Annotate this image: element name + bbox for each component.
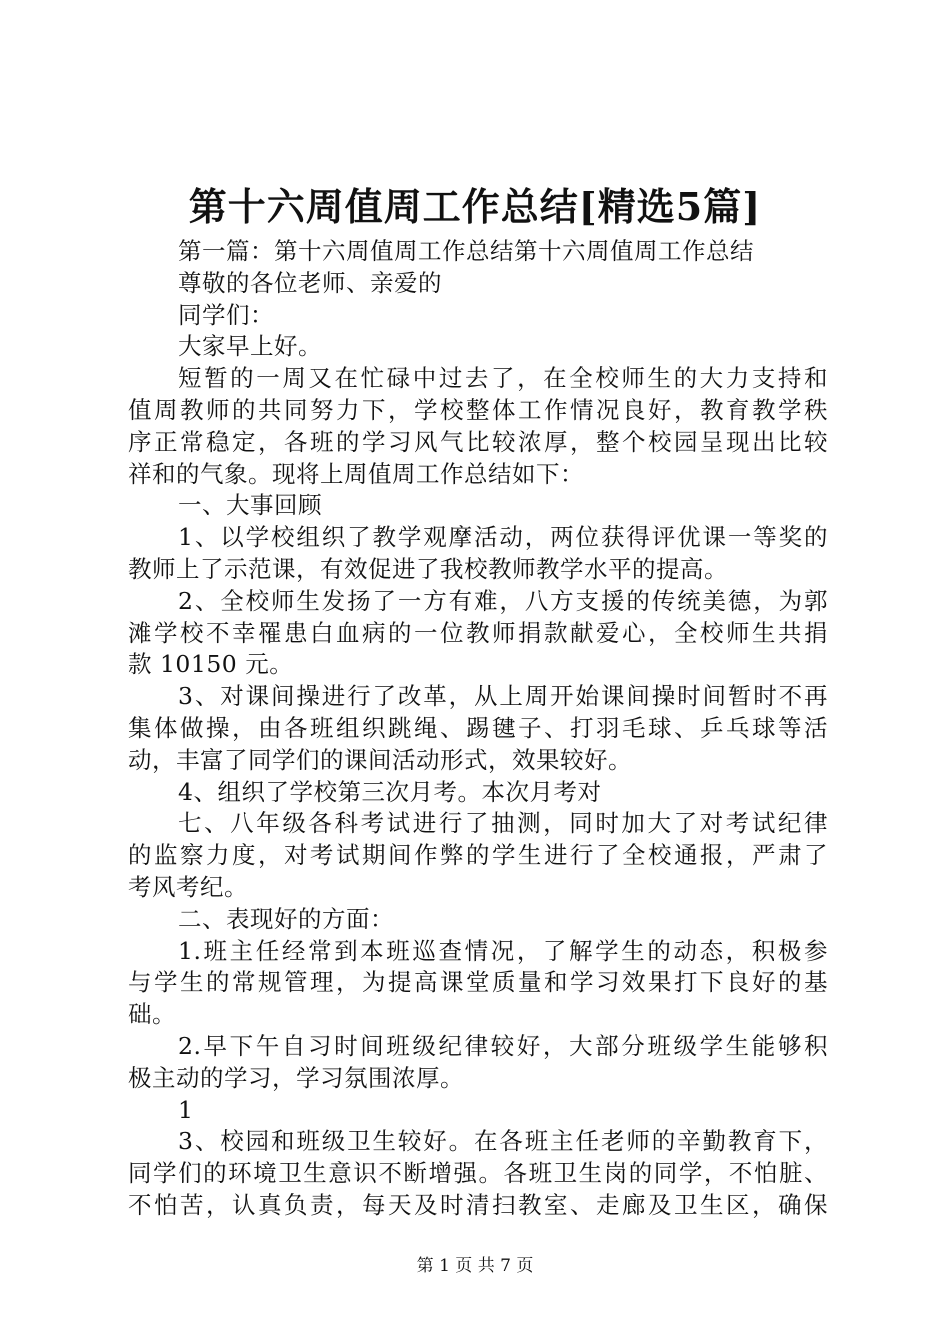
body-line: 短暂的一周又在忙碌中过去了，在全校师生的大力支持和	[178, 364, 828, 393]
body-line: 教师上了示范课，有效促进了我校教师教学水平的提高。	[128, 554, 728, 583]
body-line: 础。	[128, 1000, 176, 1029]
body-line: 不怕苦，认真负责，每天及时清扫教室、走廊及卫生区，确保	[128, 1190, 828, 1219]
body-line: 2、全校师生发扬了一方有难，八方支援的传统美德，为郭	[178, 586, 828, 615]
body-line: 七、八年级各科考试进行了抽测，同时加大了对考试纪律	[178, 809, 828, 838]
body-line: 3、对课间操进行了改革，从上周开始课间操时间暂时不再	[178, 682, 828, 711]
body-line: 1、以学校组织了教学观摩活动，两位获得评优课一等奖的	[178, 523, 828, 552]
stray-page-number: 1	[178, 1095, 194, 1124]
body-line: 极主动的学习，学习氛围浓厚。	[128, 1063, 464, 1092]
body-line: 祥和的气象。现将上周值周工作总结如下：	[128, 459, 584, 488]
body-line: 第一篇：第十六周值周工作总结第十六周值周工作总结	[178, 237, 754, 265]
document-title: 第十六周值周工作总结[精选5篇]	[188, 184, 762, 229]
body-line: 与学生的常规管理，为提高课堂质量和学习效果打下良好的基	[128, 968, 828, 997]
section-heading: 二、表现好的方面：	[178, 904, 394, 933]
body-line: 1.班主任经常到本班巡查情况，了解学生的动态，积极参	[178, 936, 828, 965]
body-line: 集体做操，由各班组织跳绳、踢毽子、打羽毛球、乒乓球等活	[128, 713, 828, 742]
body-line: 动，丰富了同学们的课间活动形式，效果较好。	[128, 745, 632, 774]
document-body	[128, 236, 828, 1222]
body-line: 大家早上好。	[178, 332, 322, 361]
body-line: 款 10150 元。	[128, 650, 294, 679]
body-line: 同学们的环境卫生意识不断增强。各班卫生岗的同学，不怕脏、	[128, 1159, 828, 1188]
body-line: 尊敬的各位老师、亲爱的	[178, 268, 442, 297]
body-line: 考风考纪。	[128, 872, 248, 901]
page-footer: 第 1 页 共 7 页	[416, 1256, 534, 1276]
body-line: 同学们：	[178, 300, 274, 329]
body-line: 3、校园和班级卫生较好。在各班主任老师的辛勤教育下，	[178, 1127, 828, 1156]
body-line: 滩学校不幸罹患白血病的一位教师捐款献爱心，全校师生共捐	[128, 618, 828, 647]
body-line: 4、组织了学校第三次月考。本次月考对	[178, 777, 602, 806]
body-line: 序正常稳定，各班的学习风气比较浓厚，整个校园呈现出比较	[128, 427, 828, 456]
section-heading: 一、大事回顾	[178, 491, 322, 520]
body-line: 的监察力度，对考试期间作弊的学生进行了全校通报，严肃了	[128, 841, 828, 870]
body-line: 2.早下午自习时间班级纪律较好，大部分班级学生能够积	[178, 1031, 828, 1060]
body-line: 值周教师的共同努力下，学校整体工作情况良好，教育教学秩	[128, 395, 828, 424]
